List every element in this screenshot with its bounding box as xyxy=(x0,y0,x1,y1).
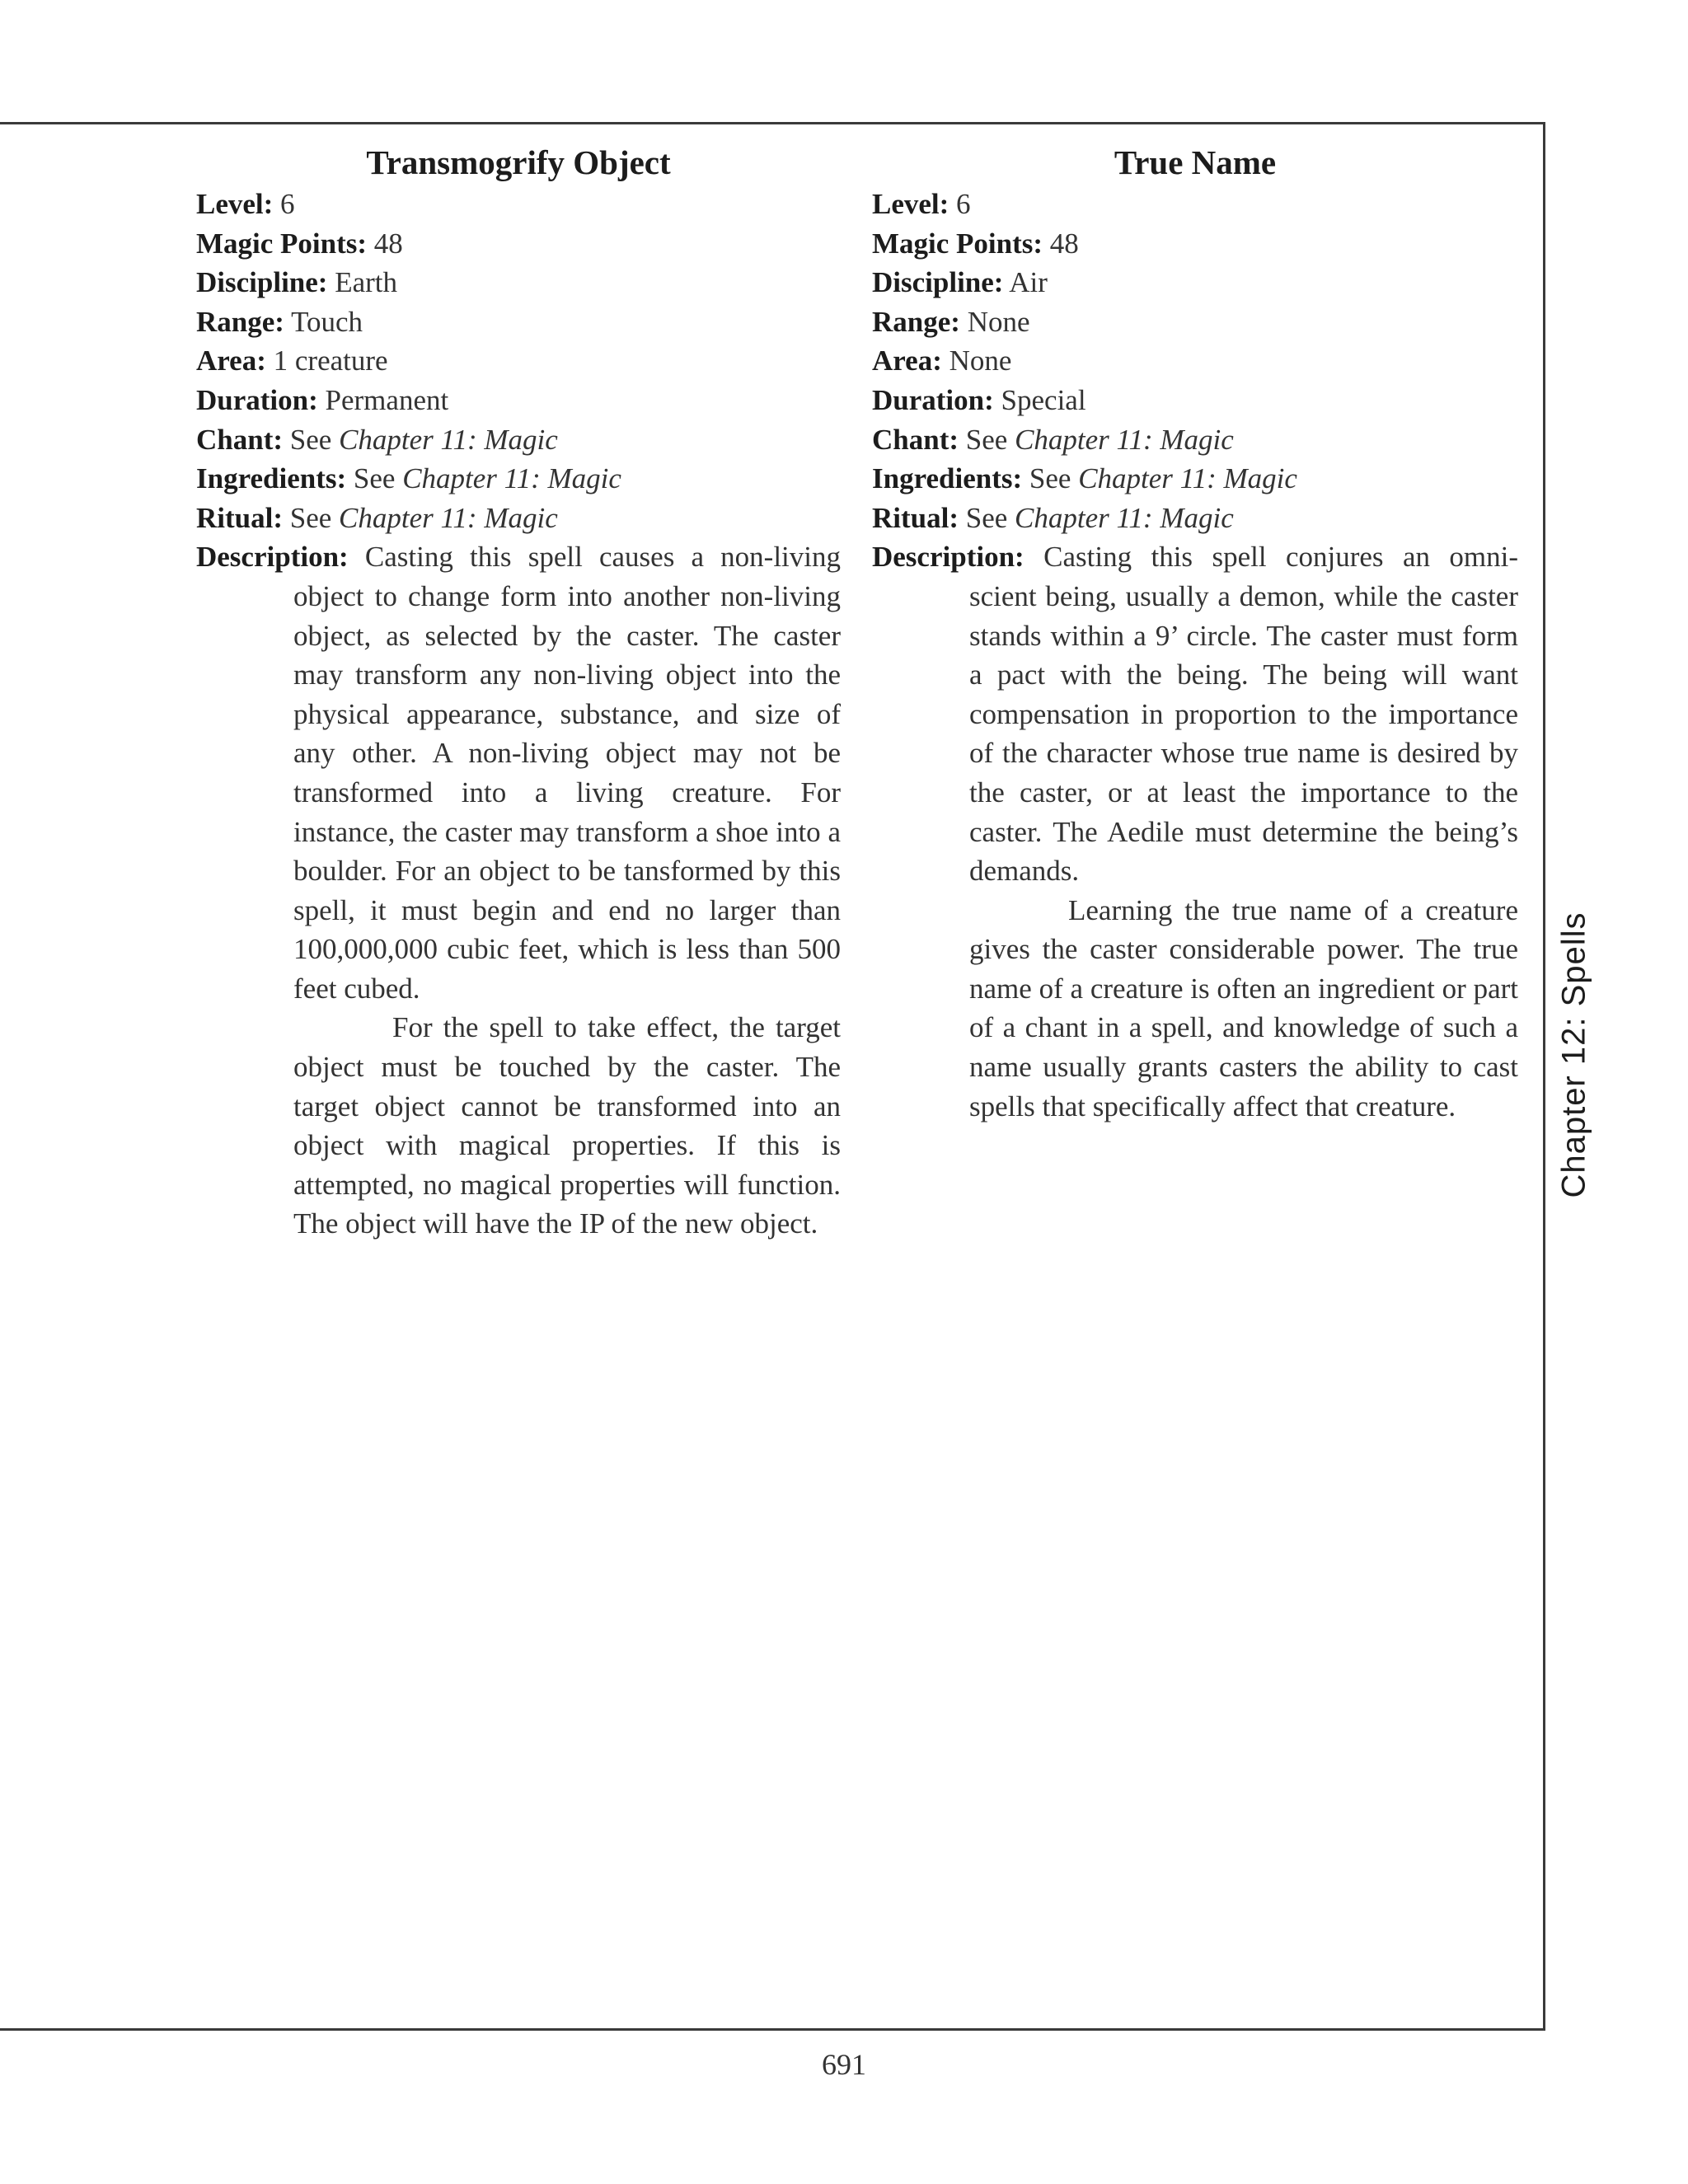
stat-label: Level: xyxy=(196,188,274,220)
stat-ingredients xyxy=(196,459,841,499)
spell-title: Transmogrify Object xyxy=(366,143,671,181)
stat-range xyxy=(196,302,841,342)
stat-label: Ingredients: xyxy=(196,462,347,495)
chapter-side-tab xyxy=(1550,874,1599,1236)
stat-label: Duration: xyxy=(196,383,318,416)
description-label: Description: xyxy=(872,541,1025,574)
description-body xyxy=(293,577,841,1244)
chapter-side-tab-label: Chapter 12: Spells xyxy=(1555,912,1592,1198)
frame-bottom-rule xyxy=(0,2028,1545,2031)
stat-chant xyxy=(872,420,1518,460)
stat-label: Chant: xyxy=(196,423,284,456)
description-paragraph: object to change form into another non-living object, as selected by the caster. The caster may transform any non-living object into the physical appearance, substance, and size of any other. A non-living object may not be transformed into a living creature. For instance, the caster may transform a shoe into a boulder. For an object to be tansformed by this spell, it must begin and end no larger than 100,000,000 cubic feet, which is less than 500 feet cubed. xyxy=(293,579,841,1005)
stat-value: Earth xyxy=(335,266,397,299)
stat-value: 48 xyxy=(373,227,403,260)
chapter-reference: Chapter 11: Magic xyxy=(1015,423,1234,456)
stat-duration xyxy=(872,381,1518,420)
description-opening: Casting this spell conjures an omni- xyxy=(1043,541,1519,574)
stat-chant xyxy=(196,420,841,460)
stat-prefix: See xyxy=(289,501,332,534)
stat-label: Range: xyxy=(872,305,960,338)
stat-label: Discipline: xyxy=(196,266,328,299)
description-body xyxy=(969,577,1518,1126)
stat-value: Permanent xyxy=(325,383,449,416)
stat-range xyxy=(872,302,1518,342)
description-opening: Casting this spell causes a non-living xyxy=(364,541,842,574)
stat-magic-points xyxy=(872,224,1518,264)
stat-value: Touch xyxy=(291,305,363,338)
spell-description xyxy=(196,537,841,1244)
stat-value: None xyxy=(949,344,1012,377)
spell-entry-transmogrify-object xyxy=(196,140,841,1244)
spell-entry-true-name xyxy=(872,140,1518,1126)
description-paragraph: scient being, usually a demon, while the caster stands within a 9’ circle. The caster must form a pact with the being. The being will want compensation in proportion to the importance of the character whose true name is desired by the caster, or at least the importance to the caster. The Aedile must determine the being’s demands. xyxy=(969,579,1518,888)
stat-label: Ritual: xyxy=(872,501,959,534)
stat-prefix: See xyxy=(965,423,1008,456)
stat-ritual xyxy=(196,499,841,538)
stat-duration xyxy=(196,381,841,420)
stat-area xyxy=(196,341,841,381)
stat-value: 6 xyxy=(956,188,971,220)
description-paragraph: For the spell to take effect, the target object must be touched by the caster. The target object cannot be transformed into an object with magical properties. If this is attempted, no magical properties will function. The object will have the IP of the new object. xyxy=(293,1011,841,1240)
stat-value: 1 creature xyxy=(273,344,388,377)
stat-label: Area: xyxy=(872,344,942,377)
stat-label: Ritual: xyxy=(196,501,283,534)
stat-value: Air xyxy=(1009,266,1048,299)
stat-area xyxy=(872,341,1518,381)
chapter-reference: Chapter 11: Magic xyxy=(402,462,621,495)
stat-value: None xyxy=(967,305,1030,338)
stat-prefix: See xyxy=(289,423,332,456)
stat-label: Discipline: xyxy=(872,266,1004,299)
description-paragraph: Learning the true name of a creature gives the caster considerable power. The true name of a creature is often an ingredient or part of a chant in a spell, and knowledge of such a name usually grants casters the ability to cast spells that specifically affect that creature. xyxy=(969,893,1518,1122)
spell-title: True Name xyxy=(1114,143,1277,181)
stat-ingredients xyxy=(872,459,1518,499)
frame-right-rule xyxy=(1543,122,1545,2031)
stat-value: 48 xyxy=(1049,227,1079,260)
stat-discipline xyxy=(196,263,841,302)
page-number: 691 xyxy=(822,2048,866,2081)
chapter-reference: Chapter 11: Magic xyxy=(1078,462,1297,495)
stat-label: Area: xyxy=(196,344,266,377)
chapter-reference: Chapter 11: Magic xyxy=(1015,501,1234,534)
stat-value: Special xyxy=(1001,383,1086,416)
stat-label: Range: xyxy=(196,305,284,338)
chapter-reference: Chapter 11: Magic xyxy=(339,501,558,534)
stat-label: Ingredients: xyxy=(872,462,1023,495)
stat-level xyxy=(196,185,841,224)
stat-label: Duration: xyxy=(872,383,994,416)
stat-magic-points xyxy=(196,224,841,264)
description-label: Description: xyxy=(196,541,349,574)
stat-discipline xyxy=(872,263,1518,302)
stat-prefix: See xyxy=(1029,462,1071,495)
spell-description xyxy=(872,537,1518,1126)
stat-label: Magic Points: xyxy=(196,227,368,260)
stat-ritual xyxy=(872,499,1518,538)
description-first-line xyxy=(196,537,841,577)
stat-level xyxy=(872,185,1518,224)
frame-top-rule xyxy=(0,122,1545,124)
stat-label: Level: xyxy=(872,188,950,220)
stat-label: Chant: xyxy=(872,423,959,456)
description-first-line xyxy=(872,537,1518,577)
chapter-reference: Chapter 11: Magic xyxy=(339,423,558,456)
stat-prefix: See xyxy=(353,462,396,495)
stat-value: 6 xyxy=(280,188,295,220)
stat-label: Magic Points: xyxy=(872,227,1043,260)
stat-prefix: See xyxy=(965,501,1008,534)
